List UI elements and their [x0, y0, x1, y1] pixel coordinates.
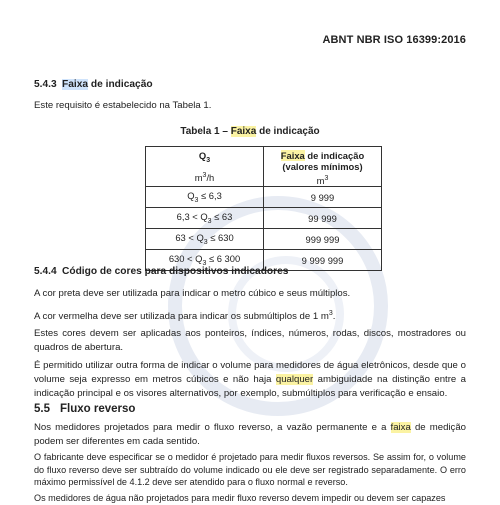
column-header-q3	[146, 147, 264, 187]
table-cell-range: 9 999	[264, 187, 382, 208]
cell-sub: 3	[207, 218, 212, 226]
paragraph-text: ambiguidade na distinção entre a indicação principal e os visores alternativos, por exemplo, submúltiplos para verificação e ensaio.	[34, 373, 466, 399]
document-header: ABNT NBR ISO 16399:2016	[322, 34, 466, 46]
column-header-range	[264, 147, 382, 187]
cell-text: 6,3 < Q	[176, 211, 208, 223]
cell-text: Q	[187, 190, 195, 202]
cell-text: 63 < Q	[175, 232, 204, 244]
paragraph-text: Nos medidores projetados para medir o fluxo reverso, a vazão permanente e a	[34, 422, 391, 433]
table-cell-range: 99 999	[264, 208, 382, 229]
table-cell-flow	[146, 229, 264, 250]
header-text: de indicação	[304, 150, 365, 161]
requirement-paragraph: Este requisito é estabelecido na Tabela 1.	[34, 100, 212, 111]
black-color-paragraph: A cor preta deve ser utilizada para indicar o metro cúbico e seus múltiplos.	[34, 288, 351, 299]
section-number: 5.5	[34, 403, 50, 415]
cell-text: ≤ 630	[207, 232, 234, 244]
table-cell-flow	[146, 187, 264, 208]
cell-sub: 3	[194, 197, 199, 205]
table-row	[146, 208, 382, 229]
cell-text: ≤ 63	[211, 211, 233, 223]
highlight-qualquer: qualquer	[275, 373, 314, 385]
table-cell-range: 9 999 999	[264, 250, 382, 271]
paragraph-text: A cor vermelha deve ser utilizada para indicar os submúltiplos de 1 m	[34, 311, 329, 323]
table-caption	[0, 126, 500, 137]
table-cell-flow	[146, 208, 264, 229]
section-title-text: Fluxo reverso	[60, 403, 136, 415]
highlight-faixa: faixa	[390, 422, 411, 433]
paragraph-text: .	[332, 311, 336, 323]
cut-off-paragraph: Os medidores de água não projetados para medir fluxo reverso devem impedir ou devem ser capazes	[34, 493, 446, 503]
table-cell-range: 999 999	[264, 229, 382, 250]
section-number: 5.4.3	[34, 79, 57, 90]
cell-text: 630 < Q	[168, 253, 203, 265]
unit-m: m	[194, 172, 203, 183]
highlight-faixa: Faixa	[280, 150, 305, 161]
header-min-values: (valores mínimos)	[282, 161, 363, 172]
paragraph-text: de medição podem ser diferentes em cada sentido.	[34, 422, 466, 447]
cell-text: ≤ 6 300	[206, 253, 241, 265]
table-row	[146, 229, 382, 250]
section-number: 5.4.4	[34, 266, 57, 277]
unit-per-hour: /h	[206, 172, 215, 183]
red-color-paragraph	[34, 307, 466, 324]
section-title-text: Código de cores para dispositivos indicadores	[62, 266, 289, 277]
cell-sub: 3	[203, 239, 208, 247]
indication-range-table	[145, 146, 382, 271]
table-header-row	[146, 147, 382, 187]
unit-sup: 3	[202, 171, 207, 179]
color-application-paragraph: Estes cores devem ser aplicadas aos ponteiros, índices, números, rodas, discos, mostradores ou quadros de abertura.	[34, 328, 466, 353]
unit-m: m	[316, 175, 325, 187]
q3-subscript: 3	[206, 156, 211, 164]
caption-suffix: de indicação	[256, 126, 320, 137]
section-5-5-title	[34, 403, 135, 415]
highlight-faixa: Faixa	[230, 126, 257, 137]
reverse-flow-paragraph	[34, 421, 466, 449]
section-5-4-4-title	[34, 266, 288, 277]
manufacturer-paragraph: O fabricante deve especificar se o medidor é projetado para medir fluxos reversos. Se assim for, o volume do fluxo reverso deve ser subtraído do volume indicado ou ele deve ser registrado separadamente. O erro máximo permissível de 4.1.2 deve ser atendido para o fluxo normal e reverso.	[34, 452, 466, 487]
table-row	[146, 187, 382, 208]
unit-sup: 3	[324, 175, 329, 182]
cell-sub: 3	[202, 260, 207, 268]
paragraph-sup: 3	[328, 310, 333, 317]
highlight-faixa: Faixa	[62, 79, 89, 90]
q3-symbol: Q	[198, 150, 207, 161]
electronic-meters-paragraph	[34, 359, 466, 400]
section-5-4-3-title	[34, 79, 153, 90]
paragraph-text: É permitido utilizar outra forma de indicar o volume para medidores de água eletrônicos, desde que o volume seja expresso em metros cúbicos e não haja	[34, 360, 466, 385]
cell-text: ≤ 6,3	[198, 190, 222, 202]
caption-prefix: Tabela 1 –	[180, 126, 231, 137]
section-title-text: de indicação	[88, 79, 153, 90]
